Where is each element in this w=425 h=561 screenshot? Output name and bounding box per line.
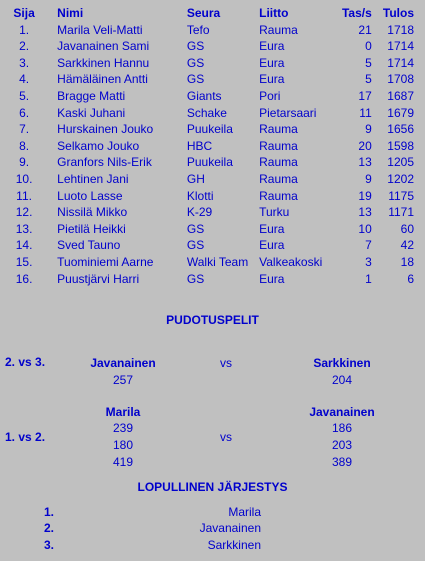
table-row	[0, 55, 425, 72]
cell-name: Pietilä Heikki	[57, 221, 126, 236]
match-1v2-left-score-1: 239	[112, 421, 134, 435]
match-1v2-right-score-1: 186	[331, 421, 353, 435]
cell-club: Klotti	[186, 188, 214, 203]
match-2v3-right-score: 204	[331, 373, 353, 387]
cell-union: Valkeakoski	[259, 254, 323, 269]
cell-club: GH	[186, 171, 205, 186]
cell-tas: 19	[358, 188, 372, 203]
cell-name: Lehtinen Jani	[57, 171, 129, 186]
match-1v2-left-score-3: 419	[112, 455, 134, 469]
final-name-2: Javanainen	[199, 521, 261, 535]
match-1v2-right-score-2: 203	[331, 438, 353, 452]
cell-score: 1202	[387, 171, 414, 186]
cell-club: Walki Team	[186, 254, 249, 269]
match-2v3-left-score: 257	[112, 373, 134, 387]
cell-club: K-29	[186, 205, 213, 220]
match-2v3-left-name: Javanainen	[90, 356, 156, 370]
header-name: Nimi	[57, 6, 84, 20]
cell-name: Granfors Nils-Erik	[57, 155, 152, 170]
cell-rank: 6.	[19, 105, 30, 120]
cell-union: Pori	[259, 88, 281, 103]
cell-union: Rauma	[259, 138, 298, 153]
cell-score: 1205	[387, 155, 414, 170]
cell-club: Puukeila	[186, 155, 233, 170]
cell-score: 1171	[388, 205, 414, 220]
final-rank-3: 3.	[44, 538, 55, 552]
cell-union: Eura	[259, 39, 285, 54]
cell-name: Luoto Lasse	[57, 188, 123, 203]
cell-name: Selkamo Jouko	[57, 138, 140, 153]
table-row	[0, 271, 425, 288]
cell-rank: 16.	[15, 271, 33, 286]
cell-tas: 17	[358, 88, 372, 103]
cell-club: GS	[186, 55, 205, 70]
cell-club: GS	[186, 72, 205, 87]
cell-rank: 2.	[19, 39, 30, 54]
cell-rank: 3.	[19, 55, 30, 70]
match-1v2-vs: vs	[220, 430, 232, 444]
cell-union: Eura	[259, 221, 285, 236]
table-row	[0, 138, 425, 155]
cell-name: Tuominiemi Aarne	[57, 254, 154, 269]
cell-rank: 5.	[19, 88, 30, 103]
header-score: Tulos	[382, 6, 414, 20]
final-rank-1: 1.	[44, 505, 55, 519]
cell-score: 1708	[387, 72, 414, 87]
cell-rank: 14.	[15, 238, 33, 253]
header-tas: Tas/s	[341, 6, 372, 20]
table-row	[0, 71, 425, 88]
table-row	[0, 254, 425, 271]
cell-club: Giants	[186, 88, 222, 103]
cell-tas: 13	[358, 205, 372, 220]
cell-club: HBC	[186, 138, 213, 153]
standings-body	[0, 22, 425, 288]
match-2v3-right-name: Sarkkinen	[313, 356, 371, 370]
final-rank-2: 2.	[44, 521, 55, 535]
cell-rank: 15.	[15, 254, 33, 269]
cell-tas: 9	[365, 122, 372, 137]
match-2v3-label: 2. vs 3.	[5, 355, 46, 369]
table-row	[0, 105, 425, 122]
cell-rank: 13.	[15, 221, 33, 236]
cell-name: Bragge Matti	[57, 88, 126, 103]
cell-tas: 11	[359, 105, 372, 120]
cell-score: 18	[400, 254, 414, 269]
cell-name: Sved Tauno	[57, 238, 121, 253]
cell-tas: 3	[365, 254, 372, 269]
cell-score: 1714	[387, 55, 414, 70]
table-row	[0, 88, 425, 105]
cell-union: Pietarsaari	[259, 105, 317, 120]
cell-name: Javanainen Sami	[57, 39, 150, 54]
cell-club: GS	[186, 221, 205, 236]
table-row	[0, 188, 425, 205]
header-club: Seura	[186, 6, 221, 20]
cell-tas: 5	[365, 72, 372, 87]
cell-score: 1175	[388, 188, 414, 203]
cell-score: 1714	[387, 39, 414, 54]
cell-union: Eura	[259, 238, 285, 253]
match-1v2-right-name: Javanainen	[309, 405, 375, 419]
header-rank: Sija	[13, 6, 35, 20]
cell-score: 60	[400, 221, 414, 236]
cell-score: 42	[400, 238, 414, 253]
cell-club: GS	[186, 271, 205, 286]
cell-club: Schake	[186, 105, 227, 120]
cell-tas: 10	[358, 221, 372, 236]
cell-club: Puukeila	[186, 122, 233, 137]
cell-union: Rauma	[259, 122, 298, 137]
table-row	[0, 121, 425, 138]
match-1v2-left-score-2: 180	[112, 438, 134, 452]
cell-club: GS	[186, 39, 205, 54]
cell-rank: 9.	[19, 155, 30, 170]
cell-name: Marila Veli-Matti	[57, 22, 143, 37]
cell-union: Eura	[259, 271, 285, 286]
cell-union: Eura	[259, 55, 285, 70]
standings-header-row	[0, 5, 425, 22]
final-name-3: Sarkkinen	[207, 538, 261, 552]
cell-name: Kaski Juhani	[57, 105, 126, 120]
cell-rank: 10.	[15, 171, 33, 186]
table-row	[0, 171, 425, 188]
cell-union: Turku	[259, 205, 290, 220]
standings-table	[0, 5, 425, 287]
cell-tas: 1	[365, 271, 372, 286]
cell-club: GS	[186, 238, 205, 253]
cell-name: Hurskainen Jouko	[57, 122, 154, 137]
table-row	[0, 237, 425, 254]
cell-name: Puustjärvi Harri	[57, 271, 140, 286]
table-row	[0, 204, 425, 221]
cell-rank: 12.	[15, 205, 33, 220]
cell-union: Eura	[259, 72, 285, 87]
cell-union: Rauma	[259, 155, 298, 170]
cell-tas: 9	[365, 171, 372, 186]
cell-tas: 7	[365, 238, 372, 253]
cell-score: 1687	[387, 88, 414, 103]
final-name-1: Marila	[228, 505, 261, 519]
cell-name: Sarkkinen Hannu	[57, 55, 150, 70]
cell-score: 1718	[387, 22, 414, 37]
cell-score: 1656	[387, 122, 414, 137]
match-1v2-right-score-3: 389	[331, 455, 353, 469]
cell-score: 1679	[387, 105, 414, 120]
table-row	[0, 22, 425, 39]
cell-name: Nissilä Mikko	[57, 205, 128, 220]
cell-tas: 21	[358, 22, 372, 37]
cell-rank: 8.	[19, 138, 30, 153]
table-row	[0, 38, 425, 55]
header-union: Liitto	[259, 6, 289, 20]
cell-score: 1598	[387, 138, 414, 153]
playoffs-title-wrap	[0, 313, 425, 327]
cell-union: Rauma	[259, 171, 298, 186]
match-1v2-label: 1. vs 2.	[5, 430, 46, 444]
match-1v2-left-name: Marila	[105, 405, 141, 419]
cell-rank: 4.	[19, 72, 30, 87]
cell-union: Rauma	[259, 188, 298, 203]
table-row	[0, 221, 425, 238]
cell-rank: 11.	[16, 188, 32, 203]
cell-club: Tefo	[186, 22, 210, 37]
final-title: LOPULLINEN JÄRJESTYS	[137, 480, 288, 494]
cell-name: Hämäläinen Antti	[57, 72, 148, 87]
cell-rank: 7.	[19, 122, 30, 137]
cell-union: Rauma	[259, 22, 298, 37]
cell-score: 6	[407, 271, 414, 286]
playoffs-title: PUDOTUSPELIT	[166, 313, 259, 327]
table-row	[0, 154, 425, 171]
cell-tas: 0	[365, 39, 372, 54]
cell-rank: 1.	[19, 22, 30, 37]
cell-tas: 13	[358, 155, 372, 170]
cell-tas: 20	[358, 138, 372, 153]
cell-tas: 5	[365, 55, 372, 70]
match-2v3-vs: vs	[220, 356, 232, 370]
